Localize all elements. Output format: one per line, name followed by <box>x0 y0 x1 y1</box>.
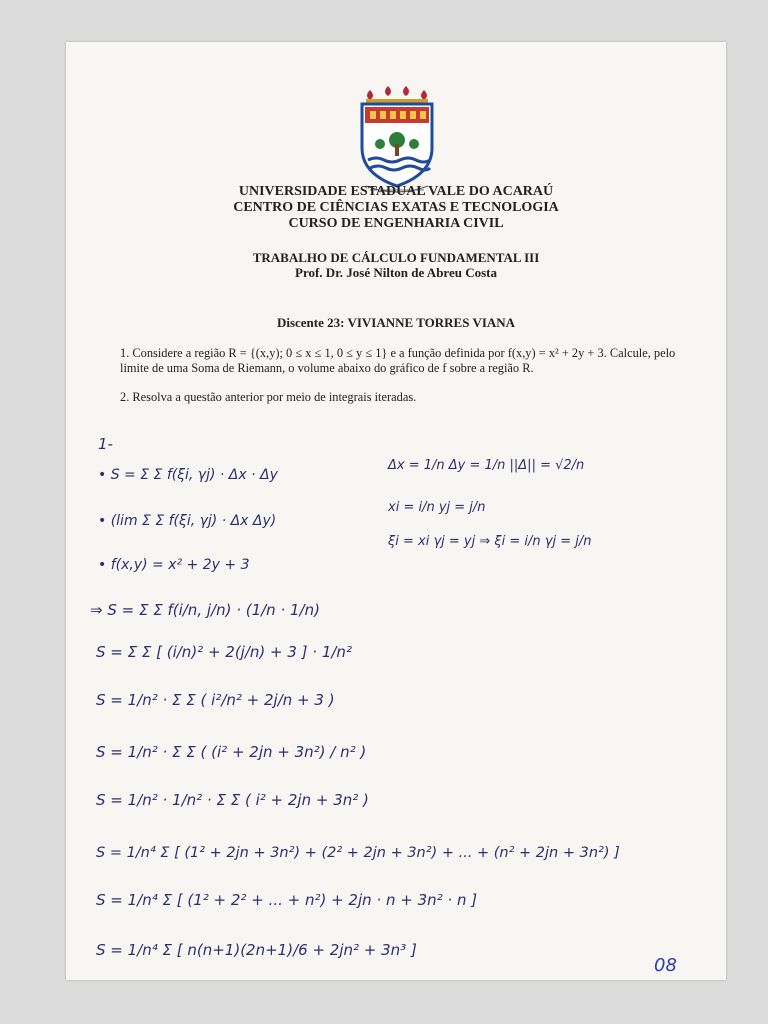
definitions-line-3: ξi = xi γj = yj ⇒ ξi = i/n γj = j/n <box>388 534 592 549</box>
handwritten-solution <box>86 427 716 977</box>
solution-label: 1- <box>98 435 113 453</box>
student-name: Discente 23: VIVIANNE TORRES VIANA <box>276 315 516 330</box>
course-name: CURSO DE ENGENHARIA CIVIL <box>288 216 504 231</box>
university-name: UNIVERSIDADE ESTADUAL VALE DO ACARAÚ <box>238 184 554 199</box>
institution-header <box>66 184 726 232</box>
solution-line-1: • S = Σ Σ f(ξi, γj) · Δx · Δy <box>98 467 278 483</box>
solution-line-5: S = Σ Σ [ (i/n)² + 2(j/n) + 3 ] · 1/n² <box>96 643 352 661</box>
solution-line-2: • (lim Σ Σ f(ξi, γj) · Δx Δy) <box>98 513 277 529</box>
solution-line-9: S = 1/n⁴ Σ [ (1² + 2jn + 3n²) + (2² + 2jn + 3n²) + ... + (n² + 2jn + 3n²) ] <box>96 845 620 861</box>
student-line <box>66 315 726 330</box>
grade-mark <box>652 952 686 976</box>
solution-line-11: S = 1/n⁴ Σ [ n(n+1)(2n+1)/6 + 2jn² + 3n³ ] <box>96 941 417 959</box>
solution-line-8: S = 1/n² · 1/n² · Σ Σ ( i² + 2jn + 3n² ) <box>96 791 369 809</box>
grade-value: 08 <box>654 955 677 976</box>
professor-name: Prof. Dr. José Nilton de Abreu Costa <box>295 265 497 280</box>
definitions-line-1: Δx = 1/n Δy = 1/n ||Δ|| = √2/n <box>388 458 585 473</box>
solution-line-7: S = 1/n² · Σ Σ ( (i² + 2jn + 3n²) / n² ) <box>96 743 367 761</box>
crest-flames <box>366 86 428 103</box>
solution-line-6: S = 1/n² · Σ Σ ( i²/n² + 2j/n + 3 ) <box>96 691 335 709</box>
assignment-header <box>66 250 726 280</box>
solution-line-10: S = 1/n⁴ Σ [ (1² + 2² + ... + n²) + 2jn · n + 3n² · n ] <box>96 891 478 909</box>
center-name: CENTRO DE CIÊNCIAS EXATAS E TECNOLOGIA <box>233 200 559 215</box>
question-2: 2. Resolva a questão anterior por meio de integrais iteradas. <box>120 390 417 404</box>
definitions-line-2: xi = i/n yj = j/n <box>388 500 486 515</box>
university-crest-logo <box>350 78 444 200</box>
document-page <box>66 42 726 980</box>
solution-line-4: ⇒ S = Σ Σ f(i/n, j/n) · (1/n · 1/n) <box>90 601 320 619</box>
solution-line-3: • f(x,y) = x² + 2y + 3 <box>98 557 250 573</box>
question-1: 1. Considere a região R = {(x,y); 0 ≤ x ≤ 1, 0 ≤ y ≤ 1} e a função definida por f(x,y) = x² + 2y + 3. Calcule, pelo limite de uma Soma de Riemann, o volume abaixo do gráfico de f sobre a região R. <box>120 346 676 375</box>
assignment-title: TRABALHO DE CÁLCULO FUNDAMENTAL III <box>252 250 540 265</box>
